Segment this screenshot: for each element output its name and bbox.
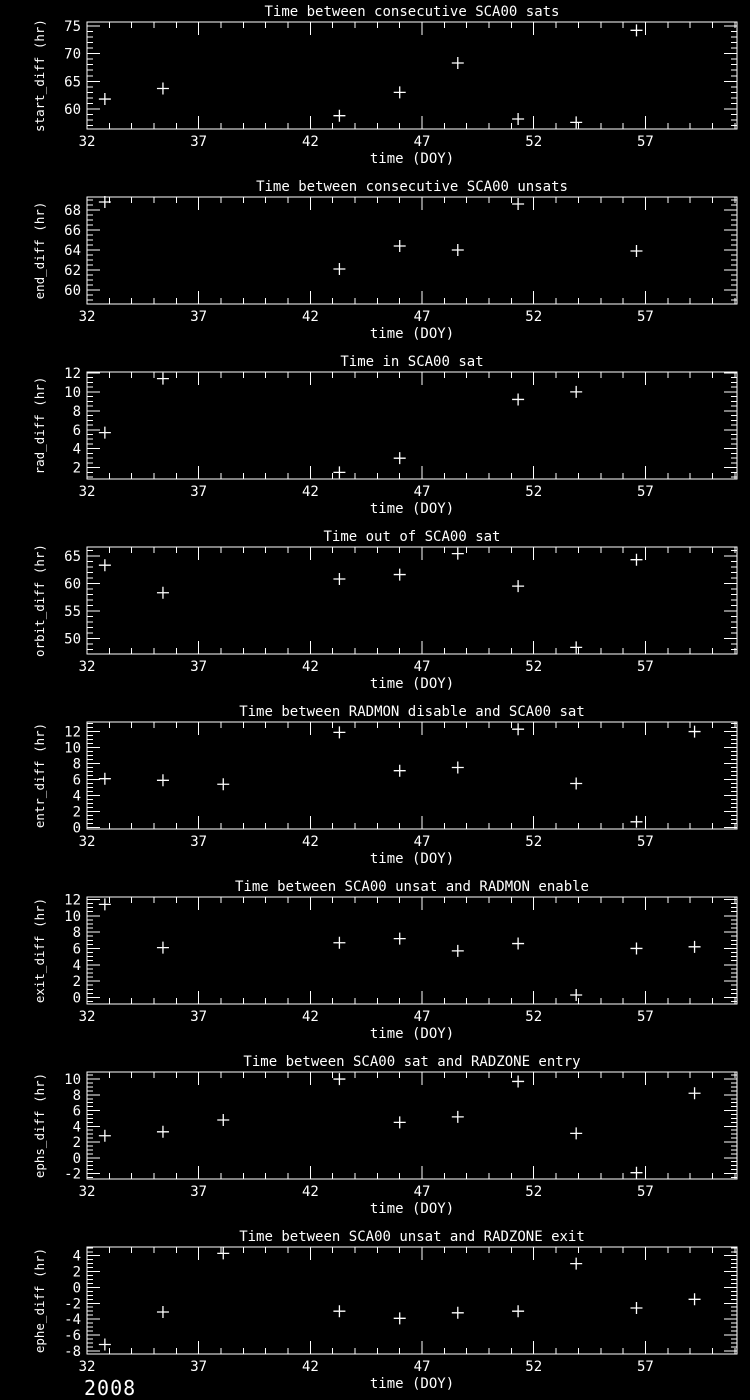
year-label: 2008 xyxy=(84,1376,137,1400)
svg-text:42: 42 xyxy=(301,659,319,675)
plot-rad-diff xyxy=(0,350,750,525)
svg-text:42: 42 xyxy=(301,1184,319,1200)
svg-text:time (DOY): time (DOY) xyxy=(369,676,455,692)
svg-text:2: 2 xyxy=(72,1264,81,1281)
svg-text:47: 47 xyxy=(413,484,431,500)
svg-text:57: 57 xyxy=(636,134,654,150)
svg-text:exit_diff (hr): exit_diff (hr) xyxy=(32,897,47,1004)
svg-text:time (DOY): time (DOY) xyxy=(369,1376,455,1392)
svg-text:47: 47 xyxy=(413,1184,431,1200)
svg-text:62: 62 xyxy=(64,263,81,279)
svg-text:10: 10 xyxy=(64,740,81,757)
svg-text:time (DOY): time (DOY) xyxy=(369,326,455,342)
svg-text:47: 47 xyxy=(413,834,431,850)
svg-text:57: 57 xyxy=(636,1009,654,1025)
svg-text:0: 0 xyxy=(72,1280,81,1297)
svg-text:4: 4 xyxy=(72,957,81,974)
svg-text:6: 6 xyxy=(72,1103,81,1120)
svg-text:65: 65 xyxy=(64,548,81,565)
svg-text:52: 52 xyxy=(525,1184,543,1200)
svg-text:68: 68 xyxy=(64,203,81,219)
svg-text:6: 6 xyxy=(72,941,81,958)
svg-text:47: 47 xyxy=(413,1359,431,1375)
svg-text:60: 60 xyxy=(64,576,81,593)
svg-text:52: 52 xyxy=(525,134,543,150)
svg-text:time (DOY): time (DOY) xyxy=(369,851,455,867)
svg-text:8: 8 xyxy=(72,756,81,773)
svg-text:50: 50 xyxy=(64,631,81,648)
plot-exit-diff xyxy=(0,875,750,1050)
svg-text:57: 57 xyxy=(636,659,654,675)
svg-text:65: 65 xyxy=(64,74,81,91)
svg-text:52: 52 xyxy=(525,484,543,500)
svg-text:66: 66 xyxy=(64,223,81,239)
svg-text:42: 42 xyxy=(301,484,319,500)
svg-text:Time in SCA00 sat: Time in SCA00 sat xyxy=(340,354,484,370)
svg-text:-2: -2 xyxy=(64,1166,81,1183)
svg-text:32: 32 xyxy=(78,834,96,850)
svg-text:32: 32 xyxy=(78,659,96,675)
svg-text:47: 47 xyxy=(413,309,431,325)
svg-text:32: 32 xyxy=(78,1009,96,1025)
svg-text:time (DOY): time (DOY) xyxy=(369,501,455,517)
svg-text:60: 60 xyxy=(64,283,81,299)
plot-end-diff xyxy=(0,175,750,350)
svg-text:57: 57 xyxy=(636,1359,654,1375)
svg-text:8: 8 xyxy=(72,403,81,420)
svg-text:6: 6 xyxy=(72,772,81,789)
svg-text:37: 37 xyxy=(190,659,208,675)
svg-text:2: 2 xyxy=(72,804,81,821)
svg-text:10: 10 xyxy=(64,908,81,925)
svg-text:-2: -2 xyxy=(64,1296,81,1313)
panel-7 xyxy=(0,1050,750,1225)
svg-text:Time between RADMON disable an: Time between RADMON disable and SCA00 sat xyxy=(239,704,585,720)
svg-text:4: 4 xyxy=(72,1248,81,1265)
svg-text:end_diff (hr): end_diff (hr) xyxy=(32,201,47,300)
svg-text:10: 10 xyxy=(64,1072,81,1089)
panel-4 xyxy=(0,525,750,700)
svg-text:Time between consecutive SCA00: Time between consecutive SCA00 sats xyxy=(264,4,560,20)
panel-3 xyxy=(0,350,750,525)
svg-text:42: 42 xyxy=(301,834,319,850)
svg-text:32: 32 xyxy=(78,484,96,500)
svg-text:57: 57 xyxy=(636,1184,654,1200)
svg-text:57: 57 xyxy=(636,309,654,325)
svg-text:37: 37 xyxy=(190,484,208,500)
svg-text:rad_diff (hr): rad_diff (hr) xyxy=(32,376,47,475)
svg-text:57: 57 xyxy=(636,484,654,500)
svg-text:37: 37 xyxy=(190,1359,208,1375)
svg-text:entr_diff (hr): entr_diff (hr) xyxy=(32,722,47,829)
svg-text:time (DOY): time (DOY) xyxy=(369,1026,455,1042)
svg-text:2: 2 xyxy=(72,460,81,477)
svg-text:Time between SCA00 unsat and R: Time between SCA00 unsat and RADMON enable xyxy=(234,879,590,895)
svg-text:55: 55 xyxy=(64,603,81,620)
svg-text:37: 37 xyxy=(190,1009,208,1025)
svg-text:0: 0 xyxy=(72,820,81,837)
svg-text:10: 10 xyxy=(64,384,81,401)
svg-text:32: 32 xyxy=(78,1184,96,1200)
svg-text:60: 60 xyxy=(64,102,81,119)
svg-text:ephe_diff (hr): ephe_diff (hr) xyxy=(32,1247,47,1354)
svg-text:Time between consecutive SCA00: Time between consecutive SCA00 unsats xyxy=(256,179,568,195)
svg-text:orbit_diff (hr): orbit_diff (hr) xyxy=(32,544,47,657)
svg-text:-8: -8 xyxy=(64,1343,81,1360)
svg-text:32: 32 xyxy=(78,309,96,325)
svg-text:4: 4 xyxy=(72,441,81,458)
svg-text:64: 64 xyxy=(64,243,81,259)
svg-text:37: 37 xyxy=(190,134,208,150)
svg-text:47: 47 xyxy=(413,1009,431,1025)
svg-text:52: 52 xyxy=(525,659,543,675)
svg-text:37: 37 xyxy=(190,1184,208,1200)
svg-text:75: 75 xyxy=(64,18,81,35)
svg-text:4: 4 xyxy=(72,1119,81,1136)
plot-ephe-diff xyxy=(0,1225,750,1400)
svg-text:42: 42 xyxy=(301,309,319,325)
svg-text:37: 37 xyxy=(190,834,208,850)
svg-text:70: 70 xyxy=(64,46,81,63)
svg-text:57: 57 xyxy=(636,834,654,850)
svg-text:47: 47 xyxy=(413,659,431,675)
svg-text:52: 52 xyxy=(525,309,543,325)
svg-text:Time between SCA00 unsat and R: Time between SCA00 unsat and RADZONE exit xyxy=(239,1229,585,1245)
svg-text:32: 32 xyxy=(78,1359,96,1375)
panel-2 xyxy=(0,175,750,350)
svg-text:start_diff (hr): start_diff (hr) xyxy=(32,19,47,132)
svg-text:-6: -6 xyxy=(64,1327,81,1344)
svg-text:42: 42 xyxy=(301,1009,319,1025)
svg-text:12: 12 xyxy=(64,724,81,741)
svg-text:0: 0 xyxy=(72,1150,81,1167)
svg-text:52: 52 xyxy=(525,834,543,850)
svg-text:ephs_diff (hr): ephs_diff (hr) xyxy=(32,1072,47,1179)
panel-8 xyxy=(0,1225,750,1400)
panel-5 xyxy=(0,700,750,875)
svg-text:8: 8 xyxy=(72,925,81,942)
svg-text:32: 32 xyxy=(78,134,96,150)
plot-start-diff xyxy=(0,0,750,175)
plot-ephs-diff xyxy=(0,1050,750,1225)
svg-text:52: 52 xyxy=(525,1359,543,1375)
svg-text:6: 6 xyxy=(72,422,81,439)
svg-text:42: 42 xyxy=(301,134,319,150)
plot-entr-diff xyxy=(0,700,750,875)
svg-text:-4: -4 xyxy=(64,1312,81,1329)
svg-text:Time between SCA00 sat and RAD: Time between SCA00 sat and RADZONE entry xyxy=(243,1054,581,1070)
svg-text:8: 8 xyxy=(72,1087,81,1104)
panel-6 xyxy=(0,875,750,1050)
plot-orbit-diff xyxy=(0,525,750,700)
panel-1 xyxy=(0,0,750,175)
svg-text:2: 2 xyxy=(72,974,81,991)
svg-text:time (DOY): time (DOY) xyxy=(369,1201,455,1217)
svg-text:time (DOY): time (DOY) xyxy=(369,151,455,167)
svg-text:4: 4 xyxy=(72,788,81,805)
svg-text:2: 2 xyxy=(72,1135,81,1152)
svg-text:0: 0 xyxy=(72,990,81,1007)
svg-text:12: 12 xyxy=(64,892,81,909)
svg-text:52: 52 xyxy=(525,1009,543,1025)
svg-text:42: 42 xyxy=(301,1359,319,1375)
svg-text:12: 12 xyxy=(64,365,81,382)
svg-text:37: 37 xyxy=(190,309,208,325)
svg-text:47: 47 xyxy=(413,134,431,150)
svg-text:Time out of SCA00 sat: Time out of SCA00 sat xyxy=(323,529,501,545)
